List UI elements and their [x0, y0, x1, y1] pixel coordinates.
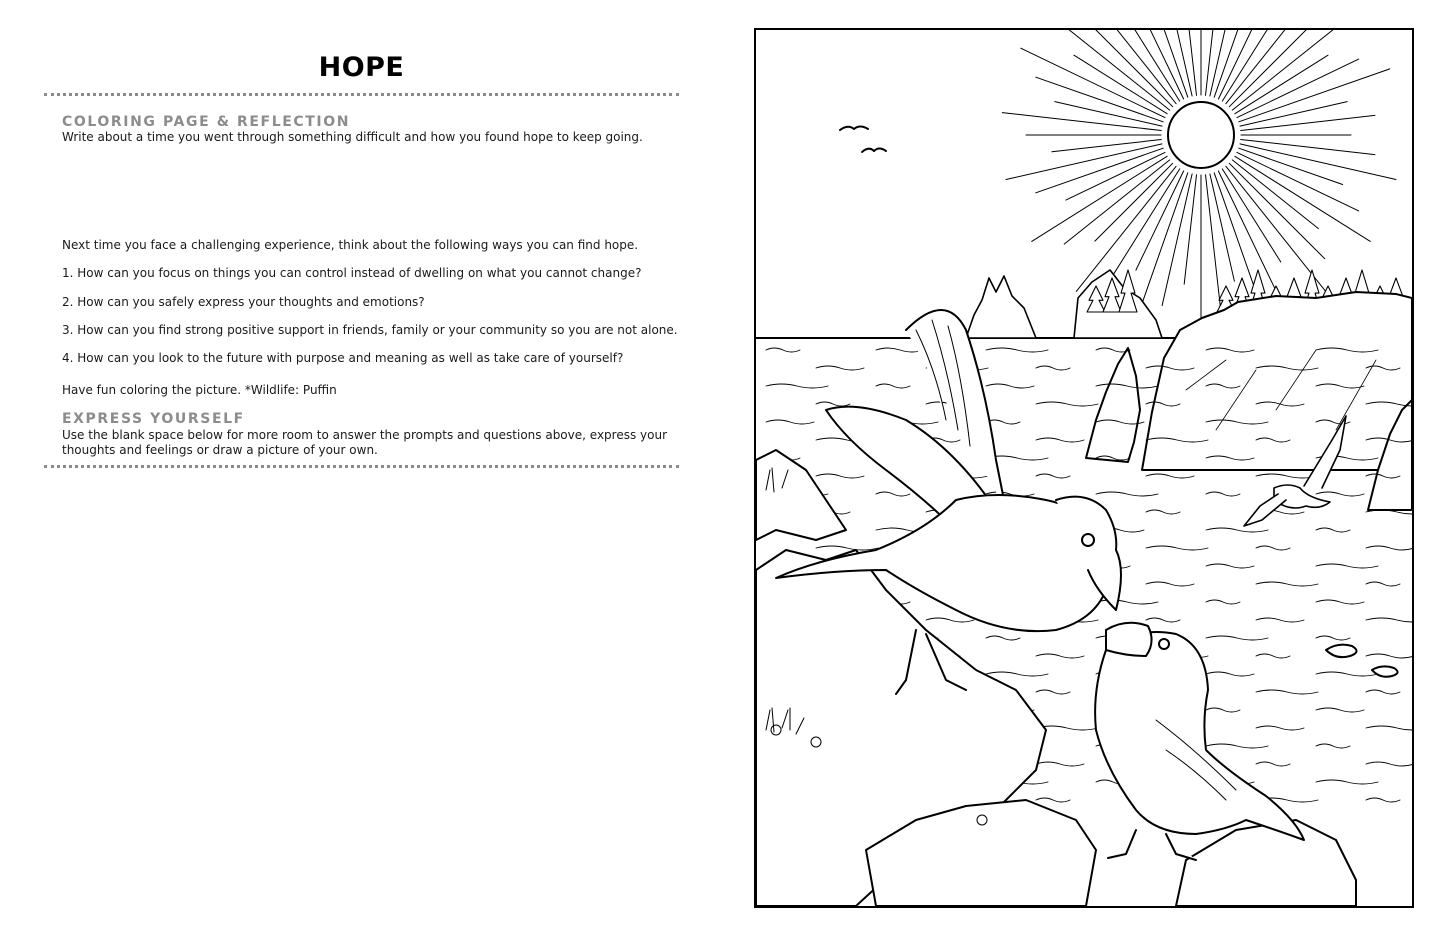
wave-line	[1096, 348, 1130, 352]
wave-line	[816, 546, 878, 550]
wave-line	[1036, 798, 1070, 802]
wave-line	[816, 402, 850, 406]
wave-line	[1036, 690, 1070, 694]
wave-line	[986, 420, 1020, 424]
wave-line	[1316, 708, 1364, 712]
wave-line	[1316, 672, 1378, 676]
wave-line	[766, 384, 828, 388]
left-page	[0, 0, 720, 935]
wave-line	[1256, 762, 1290, 766]
seagull-icon	[840, 127, 886, 153]
wave-line	[1316, 636, 1350, 640]
wave-line	[1366, 798, 1400, 802]
sun-ray	[1055, 102, 1162, 127]
wave-line	[766, 420, 814, 424]
sun-ray	[1095, 163, 1173, 241]
wave-line	[1206, 744, 1268, 748]
wave-line	[1366, 654, 1412, 658]
wave-line	[1366, 726, 1412, 730]
sun-ray	[1214, 30, 1250, 97]
wave-line	[1316, 492, 1364, 496]
wave-line	[1256, 546, 1290, 550]
sun-ray	[1239, 148, 1343, 184]
wave-line	[1036, 654, 1084, 658]
express-yourself-heading: EXPRESS YOURSELF	[62, 411, 245, 427]
bottom-dotted-divider	[44, 465, 679, 468]
wave-line	[1146, 582, 1194, 586]
sun-ray	[1066, 152, 1165, 200]
pine-tree	[1119, 270, 1137, 312]
wave-line	[1366, 582, 1400, 586]
sun-ray	[1206, 175, 1221, 309]
sun-ray	[1021, 48, 1165, 117]
wave-line	[1366, 618, 1412, 622]
wave-line	[1206, 600, 1240, 604]
wave-line	[1206, 564, 1254, 568]
sun-ray	[1229, 30, 1324, 107]
wave-line	[1256, 618, 1304, 622]
wave-line	[1366, 762, 1412, 766]
puffin-coloring-illustration	[756, 30, 1412, 906]
coloring-note: Have fun coloring the picture. *Wildlife: Puffin	[62, 383, 337, 397]
wave-line	[1256, 726, 1304, 730]
sun-ray	[1210, 174, 1235, 281]
sun-ray	[1232, 160, 1318, 229]
wave-line	[986, 384, 1034, 388]
sun-ray	[1108, 30, 1180, 101]
sun-ray	[1218, 171, 1277, 293]
wave-line	[1146, 618, 1180, 622]
wave-line	[986, 636, 1020, 640]
wave-line	[1206, 636, 1268, 640]
sun-ray	[1237, 152, 1359, 211]
sun-ray	[1229, 163, 1324, 258]
sun-ray	[1235, 55, 1328, 113]
wave-line	[1036, 762, 1084, 766]
question-4: 4. How can you look to the future with purpose and meaning as well as take care of yourself?	[62, 351, 624, 365]
wave-line	[1256, 690, 1318, 694]
wave-line	[1096, 600, 1158, 604]
wave-line	[1316, 600, 1364, 604]
wave-line	[816, 366, 864, 370]
wave-line	[1206, 672, 1254, 676]
wave-line	[1146, 474, 1194, 478]
wave-line	[1316, 564, 1378, 568]
sun-ray	[1002, 113, 1161, 131]
wave-line	[816, 474, 864, 478]
coloring-reflection-heading: COLORING PAGE & REFLECTION	[62, 114, 351, 130]
wave-line	[986, 348, 1048, 352]
reflection-prompt: Write about a time you went through something difficult and how you found hope to keep going.	[62, 130, 643, 144]
wave-line	[1036, 366, 1070, 370]
express-yourself-text: Use the blank space below for more room to answer the prompts and questions above, express your thoughts and feelings or draw a picture of your own.	[62, 428, 668, 457]
wave-line	[1036, 474, 1070, 478]
wave-line	[1256, 582, 1318, 586]
puffin-icon	[1095, 623, 1304, 860]
wave-line	[1146, 510, 1180, 514]
top-dotted-divider	[44, 93, 679, 96]
wave-line	[1206, 492, 1240, 496]
wave-line	[876, 492, 910, 496]
sun-ray	[1114, 30, 1183, 99]
coloring-illustration-frame	[754, 28, 1414, 908]
sun-ray	[1064, 30, 1170, 110]
wave-line	[926, 618, 974, 622]
sun-ray	[1162, 174, 1192, 306]
question-3: 3. How can you find strong positive support in friends, family or your community so you are not alone.	[62, 323, 678, 337]
wave-line	[766, 348, 800, 352]
sun-rays	[1002, 30, 1396, 335]
wave-line	[1256, 654, 1290, 658]
sun-ray	[1136, 171, 1184, 270]
question-1: 1. How can you focus on things you can control instead of dwelling on what you cannot change?	[62, 266, 642, 280]
sun-ray	[1052, 140, 1161, 152]
sun-ray	[1232, 30, 1357, 110]
page-title: HOPE	[318, 52, 405, 83]
sun-ray	[1241, 140, 1375, 155]
wave-line	[1366, 546, 1412, 550]
sun-ray	[1179, 30, 1197, 95]
wave-line	[1316, 528, 1350, 532]
sun-ray	[1074, 55, 1167, 113]
wave-line	[1316, 744, 1350, 748]
wave-line	[876, 384, 910, 388]
wave-line	[1146, 546, 1208, 550]
wave-line	[1366, 690, 1400, 694]
sun-ray	[1239, 69, 1390, 122]
sun-ray	[1237, 59, 1359, 118]
wave-line	[1316, 780, 1378, 784]
sun-ray	[1240, 102, 1347, 127]
sun-icon	[1168, 102, 1234, 168]
question-2: 2. How can you safely express your thoughts and emotions?	[62, 295, 425, 309]
sun-ray	[1152, 30, 1188, 97]
wave-line	[986, 672, 1048, 676]
sun-ray	[1184, 175, 1196, 284]
wave-line	[1036, 438, 1084, 442]
sun-ray	[1241, 115, 1375, 130]
wave-line	[1096, 492, 1158, 496]
wave-line	[1206, 528, 1268, 532]
wave-line	[1206, 708, 1240, 712]
hope-intro-text: Next time you face a challenging experience, think about the following ways you can find hope.	[62, 238, 639, 252]
sun-ray	[1222, 169, 1281, 262]
wave-line	[1036, 402, 1098, 406]
sun-ray	[1076, 166, 1176, 291]
sun-ray	[1064, 160, 1170, 244]
